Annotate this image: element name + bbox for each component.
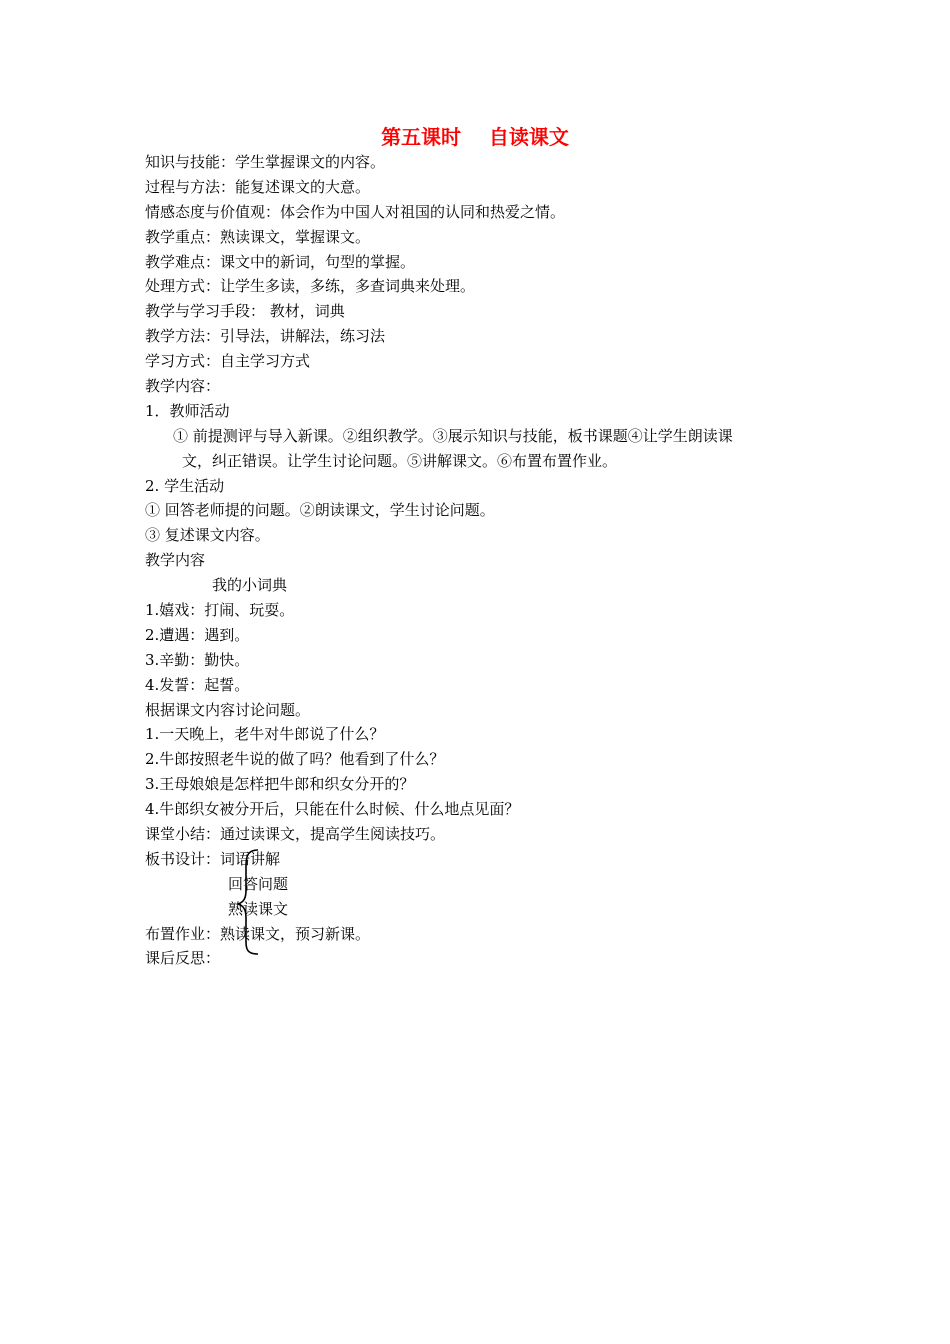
text-line: 教学内容	[145, 551, 206, 569]
text-line: ① 前提测评与导入新课。②组织教学。③展示知识与技能，板书课题④让学生朗读课	[173, 427, 733, 445]
text-line: ① 回答老师提的问题。②朗读课文，学生讨论问题。	[145, 501, 495, 519]
text-line: 知识与技能：学生掌握课文的内容。	[145, 153, 386, 171]
text-line: 回答问题	[228, 875, 289, 893]
text-line: 2.牛郎按照老牛说的做了吗？他看到了什么？	[145, 750, 445, 768]
text-line: 1．教师活动	[145, 402, 230, 420]
text-line: 3.辛勤：勤快。	[145, 651, 250, 669]
text-line: 2.遭遇：遇到。	[145, 626, 250, 644]
text-line: 情感态度与价值观：体会作为中国人对祖国的认同和热爱之情。	[145, 203, 566, 221]
text-line: 课后反思：	[145, 949, 221, 967]
text-line: 教学内容：	[145, 377, 221, 395]
text-line: 学习方式：自主学习方式	[145, 352, 311, 370]
text-line: 教学重点：熟读课文，掌握课文。	[145, 228, 371, 246]
text-line: 熟读课文	[228, 900, 289, 918]
page-title: 第五课时 自读课文	[381, 125, 569, 149]
text-line: 过程与方法：能复述课文的大意。	[145, 178, 371, 196]
text-line: 板书设计：词语讲解	[145, 850, 281, 868]
text-line: ③ 复述课文内容。	[145, 526, 270, 544]
text-line: 根据课文内容讨论问题。	[145, 701, 311, 719]
text-line: 3.王母娘娘是怎样把牛郎和织女分开的？	[145, 775, 415, 793]
curly-brace-icon	[236, 848, 264, 956]
text-line: 4.牛郎织女被分开后，只能在什么时候、什么地点见面？	[145, 800, 520, 818]
text-line: 文，纠正错误。让学生讨论问题。⑤讲解课文。⑥布置布置作业。	[182, 452, 618, 470]
text-line: 1.嬉戏：打闹、玩耍。	[145, 601, 295, 619]
text-line: 教学方法：引导法，讲解法，练习法	[145, 327, 386, 345]
text-line: 1.一天晚上，老牛对牛郎说了什么？	[145, 725, 385, 743]
text-line: 处理方式：让学生多读，多练，多查词典来处理。	[145, 277, 476, 295]
text-line: 布置作业：熟读课文，预习新课。	[145, 925, 371, 943]
text-line: 课堂小结：通过读课文，提高学生阅读技巧。	[145, 825, 446, 843]
text-line: 4.发誓：起誓。	[145, 676, 250, 694]
text-line: 2. 学生活动	[145, 477, 225, 495]
text-line: 教学与学习手段： 教材，词典	[145, 302, 345, 320]
text-line: 我的小词典	[212, 576, 288, 594]
text-line: 教学难点：课文中的新词，句型的掌握。	[145, 253, 416, 271]
